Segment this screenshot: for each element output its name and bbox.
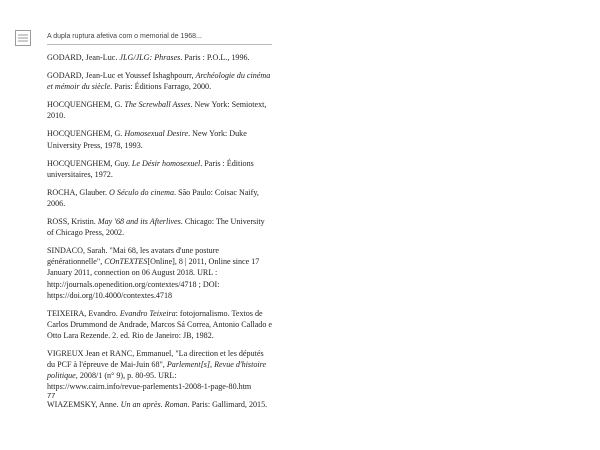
reference-entry: GODARD, Jean-Luc. JLG/JLG: Phrases. Paris : P.O.L., 1996. xyxy=(47,53,250,62)
reference-entry: TEIXEIRA, Evandro. Evandro Teixeira: fotojornalismo. Textos de Carlos Drummond de Andrade, Marcos Sá Correa, Antonio Callado e Otto Lara Rezende. 2. ed. Rio de Janeiro: JB, 1982. xyxy=(47,308,273,340)
bibliography-list xyxy=(47,52,273,417)
reference-entry: ROCHA, Glauber. O Século do cinema. São Paulo: Coisac Naify, 2006. xyxy=(47,187,259,208)
reference-entry: HOCQUENGHEM, G. Homosexual Desire. New York: Duke University Press, 1978, 1993. xyxy=(47,129,247,150)
reference-entry: SINDACO, Sarah. "Mai 68, les avatars d'une posture générationnelle", COnTEXTES[Online], 8 | 2011, Online since 17 January 2011, connection on 06 August 2018. URL : http://journals.openedition.org/contextes/4718 ; DOI: https://doi.org/10.4000/contextes.4718 xyxy=(47,246,260,300)
reference-entry: GODARD, Jean-Luc et Youssef Ishaghpourr, Archéologie du cinéma et mémoir du siècle. Paris: Éditions Farrago, 2000. xyxy=(47,71,271,92)
header-divider xyxy=(47,44,272,45)
reference-entry: VIGREUX Jean et RANC, Emmanuel, "La direction et les députés du PCF à l'épreuve de Mai-Juin 68", Parlement[s], Revue d'histoire politique, 2008/1 (n° 9), p. 80-95. URL: https://www.cairn.info/revue-parlements1-2008-1-page-80.htm xyxy=(47,348,267,392)
reference-entry: HOCQUENGHEM, G. The Screwball Asses. New York: Semiotext, 2010. xyxy=(47,100,267,121)
reference-entry: ROSS, Kristin. May '68 and its Afterlives. Chicago: The University of Chicago Press, 2002. xyxy=(47,217,265,238)
running-head: A dupla ruptura afetiva com o memorial de 1968... xyxy=(47,33,202,40)
reference-entry: WIAZEMSKY, Anne. Un an après. Roman. Paris: Gallimard, 2015. xyxy=(47,400,268,410)
page-number: 77 xyxy=(47,391,56,400)
right-page xyxy=(300,0,600,450)
reference-entry: HOCQUENGHEM, Guy. Le Désir homosexuel. Paris : Éditions universitaires, 1972. xyxy=(47,158,254,179)
document-icon xyxy=(15,30,31,46)
